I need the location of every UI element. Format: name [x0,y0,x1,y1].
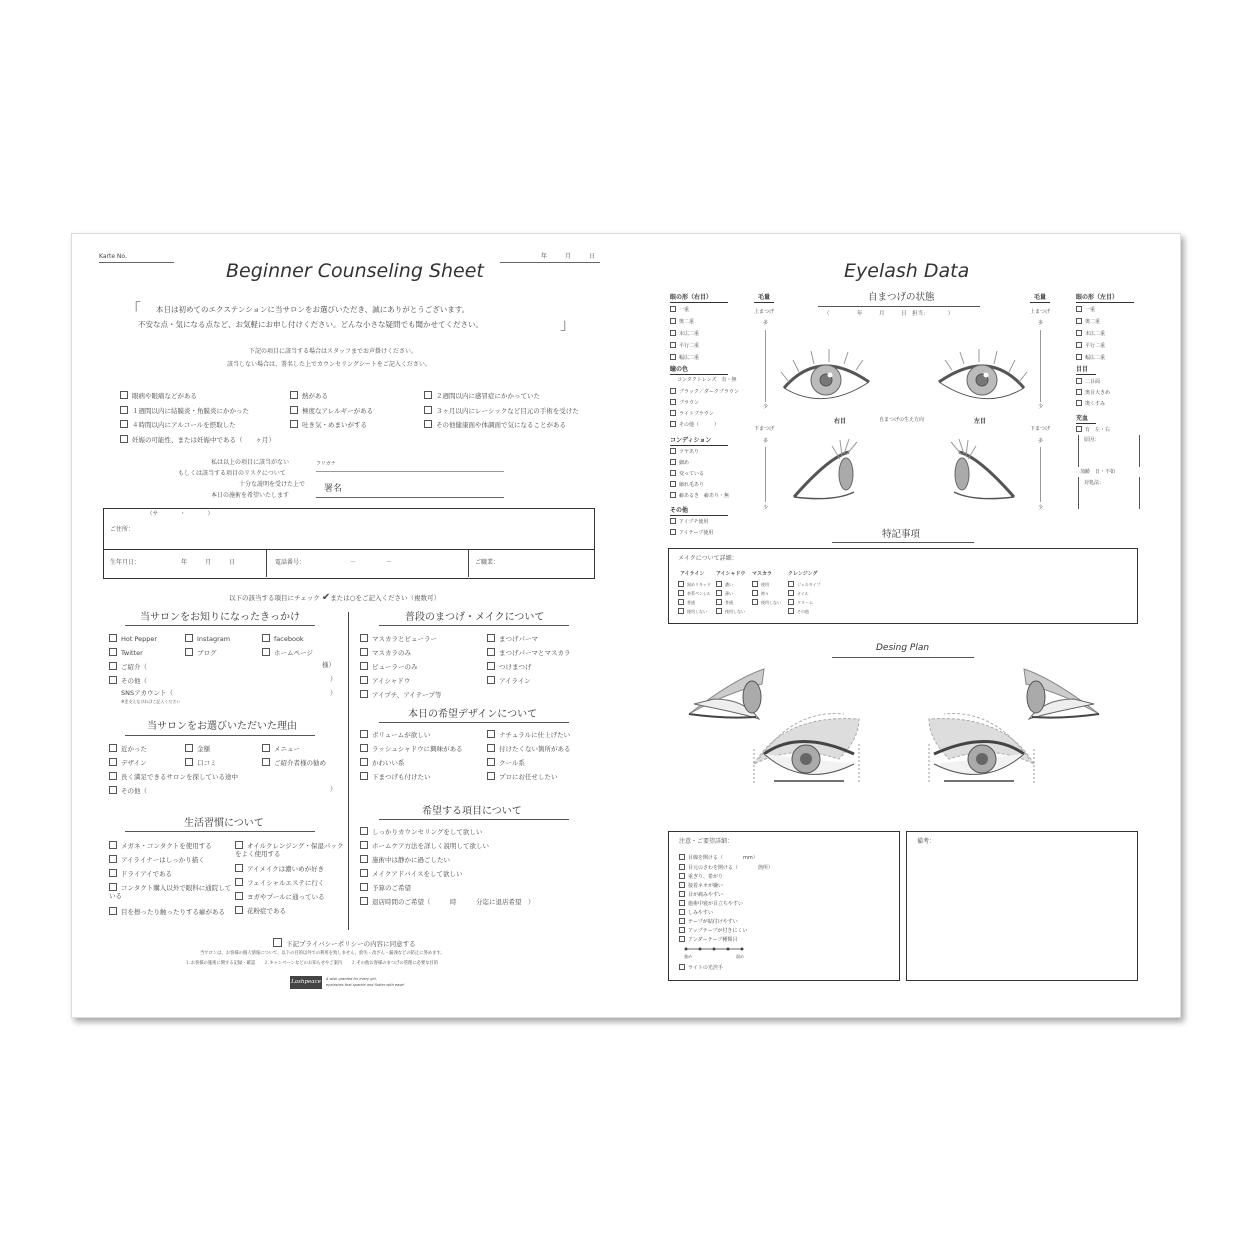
notes-check[interactable]: ライトの光渋手 [679,964,723,971]
notes-check[interactable]: しみやすい [679,909,713,916]
mk-check[interactable]: その他 [788,608,809,614]
eye-color-check[interactable]: その他（ ） [670,421,719,428]
notes-check[interactable]: 目線を開ける（ mm） [679,854,758,861]
how-check[interactable]: Twitter [109,648,143,657]
left-eye-label: 左目 [974,418,987,425]
notes-check[interactable]: 目元のさわを開ける（ 箇所） [679,864,773,871]
kana-field[interactable]: （サ ・ ） [147,511,214,517]
wish-check[interactable]: しっかりカウンセリングをして欲しい [360,827,482,836]
section-life-title: 生活習慣について [184,818,264,829]
why-close: ） [330,785,337,793]
makeup-check[interactable]: まつげパーマ [487,634,538,643]
section-makeup-line [379,625,569,626]
notes-title: 注意・ご要望詳細： [679,838,734,845]
heading-underline [754,302,774,303]
section-wish-line [379,819,569,820]
special-notes-line [832,542,974,543]
karte-line [99,262,174,263]
eye-color-check[interactable]: ライトブラウン [670,410,714,417]
heading-underline [1030,302,1050,303]
how-check[interactable]: その他（ [109,676,147,685]
signature-line[interactable] [316,497,504,498]
section-design-title: 本日の希望デザインについて [408,709,538,720]
health-check[interactable]: １週間以内に結膜炎・角膜炎にかかった [120,406,249,415]
heading-underline [670,515,728,516]
life-check[interactable]: ヨガやプールに通っている [235,892,325,901]
bracket-close: 」 [560,315,576,333]
section-why-title: 当サロンをお選びいただいた理由 [147,721,297,732]
right-title: Eyelash Data [844,260,970,282]
furigana-line [316,471,504,472]
mk-check[interactable]: ジェルタイプ [788,581,821,587]
form-vdivider [468,550,469,577]
section-makeup-title: 普段のまつげ・メイクについて [405,612,545,623]
condition-check[interactable]: ツヤあり [670,448,699,455]
health-check[interactable]: ４時間以内にアルコールを摂取した [120,420,236,429]
mk-check[interactable]: 茶系ペンシル [678,590,711,596]
mk-check[interactable]: 時々 [752,590,769,596]
furigana-label: フリガナ [316,461,336,467]
birth-date-field[interactable]: 年 月 日 [181,559,236,566]
aging-label: 加齢 日・不如 [1080,469,1116,475]
design-check[interactable]: かわいい系 [360,758,405,767]
makeup-check[interactable]: アイプチ、アイテープ等 [360,690,441,699]
eye-shape-left-check[interactable]: 一重 [1076,306,1095,313]
mk-col-head: マスカラ [752,571,773,577]
eye-shape-right-check[interactable]: 一重 [670,306,689,313]
design-check[interactable]: 下まつげも付けたい [360,772,431,781]
how-check[interactable]: ホームページ [262,648,313,657]
mk-col-head: アイシャドウ [716,571,746,577]
self-lash-line [818,306,980,307]
why-check[interactable]: 口コミ [185,758,217,767]
mk-check[interactable]: 普通 [678,599,695,605]
heading-underline [1076,374,1096,375]
logo-tagline-2: eyelashes that sparkle and flutter with ease! [326,983,405,987]
strength-scale[interactable] [684,945,744,953]
other-check[interactable]: アイプチ使用 [670,518,708,525]
mk-check[interactable]: 濃い [716,581,733,587]
life-check[interactable]: フェイシャルエステに行く [235,878,324,887]
design-check[interactable]: 付けたくない箇所がある [487,744,571,753]
remarks-title: 備考： [917,838,936,845]
date-line [500,262,600,263]
upper-lash-label: 上まつげ [754,309,775,315]
eye-shape-right-check[interactable]: 奥二重 [670,318,694,325]
notice-2: 該当しない場合は、署名した上でカウンセリングシートをご記入ください。 [227,361,431,368]
notice-1: 下記の項目に該当する場合はスタッフまでお声掛けください。 [249,348,418,355]
counseling-sheet [71,233,1181,1018]
consent-3: 十分な説明を受けた上で [239,481,306,488]
many-label: 多 [1038,438,1044,444]
notes-check[interactable]: 目が痛みやすい [679,891,723,898]
makeup-check[interactable]: アイシャドウ [360,676,410,685]
consent-1: 私は以上の項目に該当がない [211,459,290,466]
section-wish-title: 希望する項目について [422,806,522,817]
health-check[interactable]: 妊娠の可能性、または妊娠中である（ ヶ月） [120,435,275,444]
logo-tagline-1: A wish granted for every girl, [326,977,378,981]
design-eye-front-left [929,714,1034,784]
condition-check[interactable]: 癖あるき 癖あり・無 [670,492,729,499]
notes-check[interactable]: アップテープが付きにくい [679,927,747,934]
greeting-2: 不安な点・気になる点など、お気軽にお申し付けください。どんな小さな疑問でも聞かせてください。 [138,320,483,329]
how-check[interactable]: facebook [262,634,304,643]
why-check[interactable]: 長く満足できるサロンを探している途中 [109,772,238,781]
life-check[interactable]: メガネ・コンタクトを使用する [109,841,212,850]
self-lash-date[interactable]: （ 年 月 日 担当： ） [824,311,954,317]
eye-shape-right-check[interactable]: 末広二重 [670,330,699,337]
health-check[interactable]: 極度なアレルギーがある [290,406,373,415]
wish-check[interactable]: メイクアドバイスをして欲しい [360,869,463,878]
makeup-check[interactable]: マスカラのみ [360,648,411,657]
mk-check[interactable]: 薄い [716,590,733,596]
inner-eye-title: 目目 [1076,366,1089,373]
occupation-field[interactable]: ご職業： [475,559,500,566]
eye-shape-left-title: 眼の形（左目） [1076,294,1119,301]
how-close: ） [330,675,337,683]
mk-check[interactable]: 使用しない [752,599,781,605]
health-check[interactable]: ２週間以内に感冒症にかかっていた [424,391,540,400]
lower-lash-label: 下まつげ [1030,426,1051,432]
health-check[interactable]: その他健康面や体調面で気になることがある [424,420,566,429]
mk-check[interactable]: クリーム [788,599,813,605]
why-check[interactable]: メニュー [262,744,300,753]
design-eye-front-right [754,714,859,784]
many-label: 多 [763,438,769,444]
treatment-label[interactable]: 対処法： [1084,480,1105,486]
heading-underline [670,445,728,446]
privacy-text-2: １.お客様の施術に関する記録・確認 ２.キャンペーンなどのお知らせやご案内 ３.その他お客様のまつげの管理に必要な目的 [185,961,439,966]
makeup-check[interactable]: マスカラとビューラー [360,634,437,643]
signature-label: 署名 [324,484,343,494]
eye-shape-right-title: 眼の形（右目） [670,294,713,301]
wish-check[interactable]: 退店時間のご希望（ 時 分迄に退店希望 ） [360,897,535,906]
mk-check[interactable]: 使用しない [716,608,745,614]
health-check[interactable]: 眼病や眼痛などがある [120,391,197,400]
wish-check[interactable]: ホームケア方法を詳しく説明して欲しい [360,841,489,850]
notes-check[interactable]: 接着ネオが嫌い [679,882,723,889]
contact-lens: コンタクトレンズ 有・無 [677,377,737,383]
why-check[interactable]: デザイン [109,758,147,767]
eye-color-title: 瞳の色 [670,366,689,373]
section-design-line [379,722,569,723]
design-check[interactable]: ナチュラルに仕上げたい [487,730,570,739]
eye-color-check[interactable]: ブラック／ダークブラウン [670,388,739,395]
hyperemia-check[interactable]: 有 左・右 [1076,426,1110,433]
design-eye-side-left [1024,669,1099,719]
makeup-check[interactable]: ビューラーのみ [360,662,418,671]
life-check[interactable]: アイメイクは濃いめが好き [235,864,324,873]
few-label: 少 [763,505,769,511]
how-close: 様） [322,661,335,669]
mk-check[interactable]: オイル [788,590,809,596]
section-life-line [125,831,315,832]
health-check[interactable]: ３ヶ月以内にレーシックなど目元の手術を受けた [424,406,579,415]
date-label: 年 月 日 [541,253,596,260]
hyperemia-title: 充血 [1076,415,1089,422]
inner-eye-check[interactable]: 奥くすみ [1076,400,1105,407]
weak-label: 弱め [736,954,744,959]
design-check[interactable]: ラッシュシャドウに興味がある [360,744,463,753]
how-check[interactable]: ご紹介（ [109,662,147,671]
wish-check[interactable]: 予算のご希望 [360,883,411,892]
right-eye-side [794,439,857,499]
mk-check[interactable]: 普通 [716,599,733,605]
notes-check[interactable]: 施術中寝が目立ちやすい [679,900,743,907]
privacy-check[interactable]: 下記プライバシーポリシーの内容に同意する [273,938,416,948]
design-plan-title: Desing Plan [876,643,930,653]
design-plan-line [832,657,974,658]
mk-col-head: クレンジング [788,571,818,577]
strong-label: 強め [684,954,692,959]
scale-line [1040,330,1041,402]
condition-title: コンディション [670,437,712,444]
heading-underline [1076,423,1096,424]
design-check[interactable]: プロにお任せしたい [487,772,558,781]
privacy-text-1: 当サロンは、お客様の個人情報について、以下の目的以外での利用を致しません。紛失・改ざん・漏洩などの防止に努めます。 [200,951,445,956]
bracket-open: 「 [126,300,142,318]
section-how-title: 当サロンをお知りになったきっかけ [140,612,300,623]
condition-check[interactable]: 変っている [670,470,704,477]
remarks-box[interactable] [906,831,1138,981]
upper-lash-label: 上まつげ [1030,309,1051,315]
life-check[interactable]: アイライナーはしっかり描く [109,855,205,864]
life-check[interactable]: 目を擦ったり触ったりする癖がある [109,907,234,916]
eyelash-diagram [774,342,1034,512]
sns-note: ※差支えなければご記入ください [121,699,181,704]
scale-line [765,330,766,402]
section-how-line [125,625,315,626]
form-divider [104,549,594,550]
heading-underline [670,302,728,303]
heading-underline [1076,302,1134,303]
mk-check[interactable]: 使用しない [678,608,707,614]
many-label: 多 [1038,320,1044,326]
design-plan-diagram [684,659,1104,824]
phone-field[interactable]: － － [350,559,393,566]
how-check[interactable]: ブログ [185,648,217,657]
scale-line [1040,447,1041,502]
eye-shape-right-check[interactable]: 平行二重 [670,342,699,349]
makeup-check[interactable]: つけまつげ [487,662,532,671]
life-check[interactable]: オイルクレンジング・保湿パックをよく使用する [235,842,344,859]
hair-amount-label: 毛量 [758,294,771,301]
brand-logo: Lashpeace [290,976,322,989]
consent-2: もしくは該当する項目のリスクについて [178,470,286,477]
health-check[interactable]: 吐き気・めまいがする [290,420,367,429]
health-check[interactable]: 熱がある [290,391,328,400]
few-label: 少 [1038,404,1044,410]
why-check[interactable]: 近かった [109,744,147,753]
design-check[interactable]: クール系 [487,758,525,767]
mk-check[interactable]: 使用 [752,581,769,587]
hair-amount-label: 毛量 [1034,294,1047,301]
eye-shape-left-check[interactable]: 末広二重 [1076,330,1105,337]
why-check[interactable]: その他（ [109,786,147,795]
left-eye-side [951,439,1014,499]
inner-eye-check[interactable]: 二目面 [1076,378,1100,385]
eye-shape-left-check[interactable]: 奥二重 [1076,318,1100,325]
eye-shape-left-check[interactable]: 幅広二重 [1076,354,1105,361]
design-eye-side-right [689,669,764,719]
makeup-check[interactable]: アイライン [487,676,531,685]
notes-check[interactable]: 重ぎり、希がり [679,873,723,880]
wish-check[interactable]: 施術中は静かに過ごしたい [360,855,450,864]
notes-check[interactable]: テープが貼付けやすい [679,918,738,925]
notes-check[interactable]: アンダーテープ種類目 [679,936,737,943]
karte-label: Karte No. [99,253,127,260]
address-field[interactable]: ご住所： [110,526,135,533]
questionnaire-divider [348,612,349,930]
why-check[interactable]: ご紹介者様の勧め [262,758,326,767]
heading-underline [670,374,728,375]
greeting-1: 本日は初めてのエクステンションに当サロンをお選びいただき、誠にありがとうございます。 [156,305,470,314]
life-check[interactable]: コンタクト購入以外で眼科に通院している [109,884,232,901]
sns-field[interactable]: SNSアカウント（ [121,689,174,697]
eye-shape-left-check[interactable]: 平行二重 [1076,342,1105,349]
form-vdivider [266,550,267,577]
eye-color-check[interactable]: ブラウン [670,399,699,406]
condition-check[interactable]: 縮れ毛あり [670,481,704,488]
eye-shape-right-check[interactable]: 幅広二重 [670,354,699,361]
few-label: 少 [763,404,769,410]
life-check[interactable]: ドライアイである [109,869,172,878]
right-eye-front [781,349,869,399]
special-notes-title: 特記事項 [882,529,921,540]
makeup-detail-label: メイクについて詳細： [678,555,738,562]
mk-col-head: アイライン [680,571,705,577]
design-check[interactable]: ボリュームが欲しい [360,730,430,739]
growth-direction-label: 自まつげの生え方向 [879,417,925,423]
how-close: ） [330,689,337,697]
phone-label: 電話番号： [275,559,306,566]
how-check[interactable]: Hot Pepper [109,634,157,643]
few-label: 少 [1038,505,1044,511]
scale-line [765,447,766,502]
many-label: 多 [763,320,769,326]
why-check[interactable]: 金額 [185,744,210,753]
makeup-check[interactable]: まつげパーマとマスカラ [487,648,571,657]
customer-form-box [103,508,595,579]
condition-check[interactable]: 細め [670,459,689,466]
how-check[interactable]: Instagram [185,634,230,643]
inner-eye-check[interactable]: 奥目大きめ [1076,389,1110,396]
other-check[interactable]: アイテープ使用 [670,529,713,536]
left-title: Beginner Counseling Sheet [226,260,484,282]
other-title: その他 [670,507,689,514]
birth-label: 生年月日： [110,559,141,566]
consent-4: 本日の施術を希望いたします [211,492,290,499]
lower-lash-label: 下まつげ [754,426,775,432]
mk-check[interactable]: 黒めリキッド [678,581,711,587]
cause-label[interactable]: 原因： [1084,437,1100,443]
life-check[interactable]: 花粉症である [235,906,286,915]
check-instruction: 以下の該当する項目にチェック ✔または○をご記入ください（複数可） [229,592,440,603]
left-eye-front [939,349,1027,399]
right-eye-label: 右目 [834,418,847,425]
self-lash-title: 自まつげの状態 [868,292,935,303]
section-why-line [125,735,315,736]
